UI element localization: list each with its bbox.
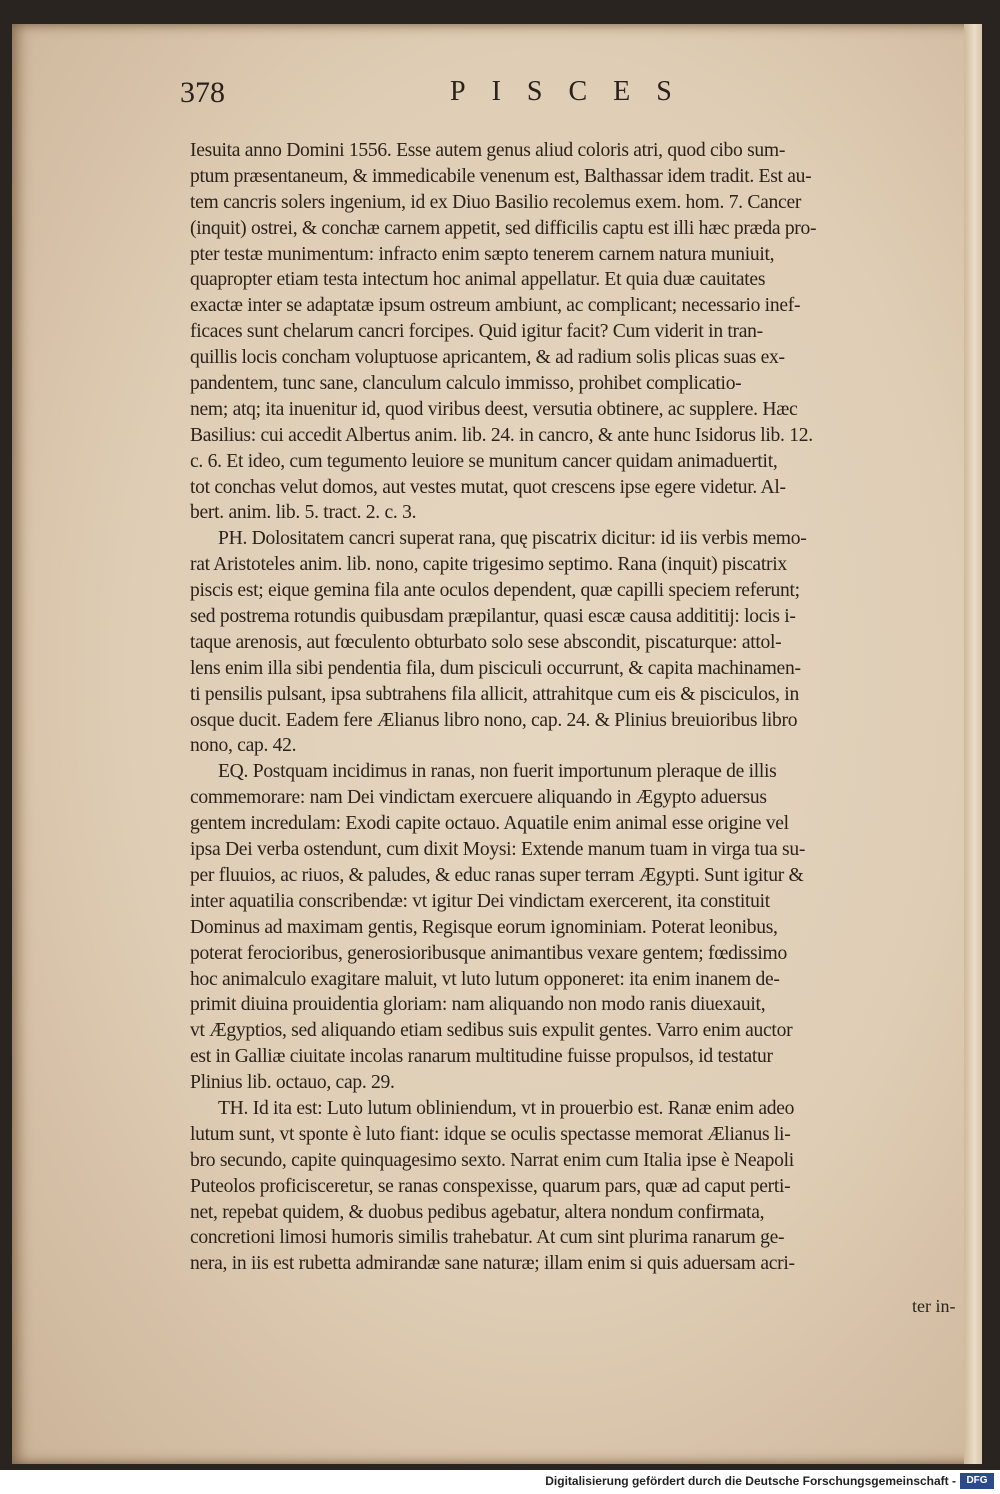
text-line: Basilius: cui accedit Albertus anim. lib. 24. in cancro, & ante hunc Isidorus lib. 12.: [190, 424, 813, 446]
text-line: lens enim illa sibi pendentia fila, dum pisciculi occurrunt, & capita machinamen-: [190, 657, 801, 679]
text-line: quillis locis concham voluptuose apricantem, & ad radium solis plicas suas ex-: [190, 347, 785, 369]
text-line: PH. Dolositatem cancri superat rana, quę piscatrix dicitur: id iis verbis memo-: [218, 528, 807, 550]
text-line: Iesuita anno Domini 1556. Esse autem genus aliud coloris atri, quod cibo sum-: [190, 140, 786, 161]
page-number: 378: [180, 76, 225, 109]
text-line: commemorare: nam Dei vindictam exercuere aliquando in Ægypto aduersus: [190, 787, 767, 809]
text-line: tot conchas velut domos, aut vestes mutat, quot crescens ipse egere videtur. Al-: [190, 476, 786, 498]
catchword: ter in-: [912, 1296, 956, 1316]
text-line: bro secundo, capite quinquagesimo sexto. Narrat enim cum Italia ipse è Neapoli: [190, 1149, 794, 1171]
text-line: vt Ægyptios, sed aliquando etiam sedibus suis expulit gentes. Varro enim auctor: [190, 1020, 793, 1042]
text-line: (inquit) ostrei, & conchæ carnem appetit, sed difficilis captu est illi hæc præda pro-: [190, 217, 817, 239]
text-line: nem; atq; ita inuenitur id, quod viribus deest, versutia obtinere, ac supplere. Hæc: [190, 398, 798, 420]
text-line: inter aquatilia conscribendæ: vt igitur Dei vindictam exercerent, ita constituit: [190, 890, 770, 912]
text-line: quapropter etiam testa intectum hoc animal appellatur. Et quia duæ cauitates: [190, 269, 766, 291]
text-line: bert. anim. lib. 5. tract. 2. c. 3.: [190, 502, 417, 524]
dfg-logo: DFG: [960, 1473, 994, 1489]
text-line: pandentem, tunc sane, clanculum calculo immisso, prohibet complicatio-: [190, 373, 742, 395]
text-line: Dominus ad maximam gentis, Regisque eorum ignominiam. Poterat leonibus,: [190, 916, 778, 938]
digitization-footer: [0, 1470, 1000, 1494]
text-line: est in Galliæ ciuitate incolas ranarum multitudine fuisse propulsos, id testatur: [190, 1046, 773, 1068]
text-line: Plinius lib. octauo, cap. 29.: [190, 1072, 395, 1094]
text-line: tem cancris solers ingenium, id ex Diuo Basilio recolemus exem. hom. 7. Cancer: [190, 191, 802, 213]
text-line: TH. Id ita est: Luto lutum obliniendum, vt in prouerbio est. Ranæ enim adeo: [218, 1097, 795, 1119]
text-line: rat Aristoteles anim. lib. nono, capite trigesimo septimo. Rana (inquit) piscatrix: [190, 554, 787, 576]
page-header: [180, 76, 900, 116]
text-line: exactæ inter se adaptatæ ipsum ostreum ambiunt, ac complicant; necessario inef-: [190, 295, 801, 317]
running-title: PISCES: [450, 76, 698, 107]
text-line: nono, cap. 42.: [190, 735, 297, 757]
text-line: poterat ferocioribus, generosioribusque animantibus vexare gentem; fœdissimo: [190, 942, 787, 964]
text-line: lutum sunt, vt sponte è luto fiant: idque se oculis spectasse memorat Ælianus li-: [190, 1123, 791, 1145]
text-line: ptum præsentaneum, & immedicabile venenum est, Balthassar idem tradit. Est au-: [190, 165, 812, 187]
text-line: osque ducit. Eadem fere Ælianus libro nono, cap. 24. & Plinius breuioribus libro: [190, 709, 798, 731]
text-line: gentem incredulam: Exodi capite octauo. Aquatile enim animal esse origine vel: [190, 813, 789, 835]
text-line: EQ. Postquam incidimus in ranas, non fuerit importunum pleraque de illis: [218, 761, 777, 783]
text-line: c. 6. Et ideo, cum tegumento leuiore se munitum cancer quidam animaduertit,: [190, 450, 778, 472]
text-line: piscis est; eique gemina fila ante oculos dependent, quæ capilli speciem referunt;: [190, 580, 800, 602]
text-line: hoc animalculo exagitare maluit, vt luto lutum opponeret: ita enim inanem de-: [190, 968, 780, 990]
funding-credit: Digitalisierung gefördert durch die Deutsche Forschungsgemeinschaft -: [545, 1474, 956, 1488]
text-line: ipsa Dei verba ostendunt, cum dixit Moysi: Extende manum tuam in virga tua su-: [190, 839, 806, 861]
text-line: sed postrema rotundis quibusdam præpilantur, quasi escæ causa addititij: locis i-: [190, 606, 796, 628]
text-line: primit diuina prouidentia gloriam: nam aliquando non modo ranis diuexauit,: [190, 994, 766, 1016]
text-line: pter testæ munimentum: infracto enim sæpto tenerem carnem natura muniuit,: [190, 243, 775, 265]
text-line: net, repebat quidem, & duobus pedibus agebatur, altera nondum confirmata,: [190, 1201, 765, 1223]
text-line: per fluuios, ac riuos, & paludes, & educ ranas super terram Ægypti. Sunt igitur &: [190, 864, 804, 886]
text-line: concretioni limosi humoris similis trahebatur. At cum sint plurima ranarum ge-: [190, 1227, 785, 1249]
text-line: Puteolos proficisceretur, se ranas conspexisse, quarum pars, quæ ad caput perti-: [190, 1175, 791, 1197]
text-line: ti pensilis pulsant, ipsa subtrahens fila allicit, attrahitque cum eis & pisciculos, in: [190, 683, 799, 705]
text-line: taque arenosis, aut fœculento obturbato solo sese abscondit, piscaturque: attol-: [190, 631, 782, 653]
text-line: nera, in iis est rubetta admirandæ sane naturæ; illam enim si quis aduersam acri-: [190, 1253, 795, 1275]
body-text: [190, 138, 970, 1277]
text-line: ficaces sunt chelarum cancri forcipes. Quid igitur facit? Cum viderit in tran-: [190, 321, 763, 343]
